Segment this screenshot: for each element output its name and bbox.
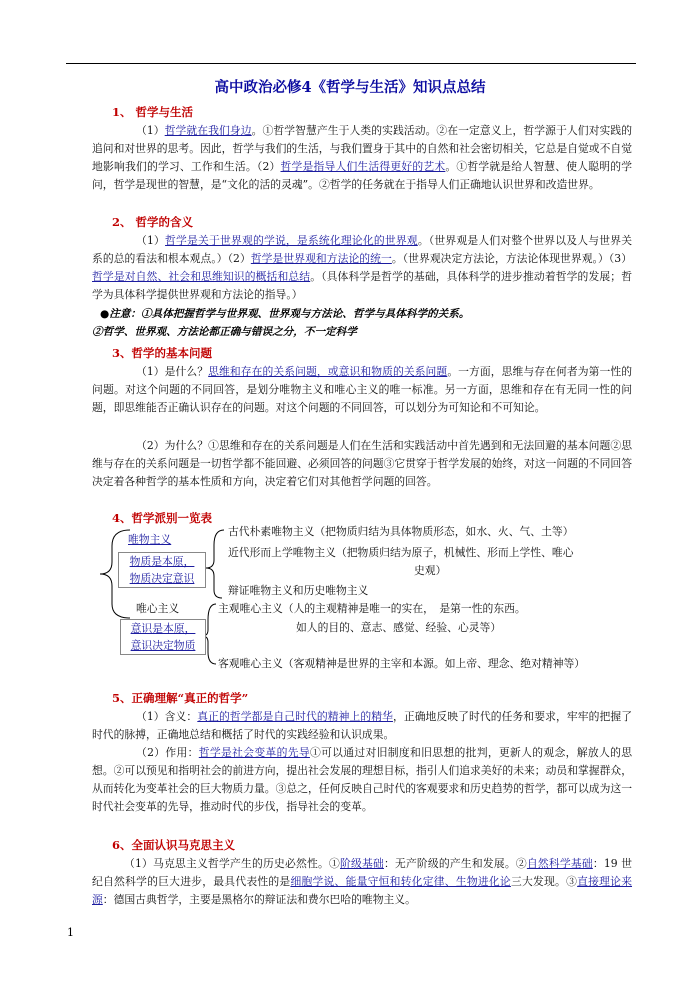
text: 。（具体科学是哲学的基础，具体科学的进步推动着哲学的发展；哲学为具体科学提供世界观和方法论的指导。） [92, 270, 632, 301]
box-line: 意识决定物质 [130, 639, 196, 652]
section-heading-2: 2、 哲学的含义 [112, 215, 194, 229]
dialectical-materialism: 辩证唯物主义和历史唯物主义 [228, 584, 369, 597]
key-point: 直接理论来源 [92, 875, 633, 906]
idealism-label: 唯心主义 [136, 602, 180, 615]
key-point: 自然科学基础 [526, 857, 593, 870]
key-point: 哲学是世界观和方法论的统一 [250, 252, 392, 265]
box-line: 物质决定意识 [129, 572, 195, 585]
text: （1）含义： [136, 710, 198, 723]
section-3-paragraph-2: （2）为什么？①思维和存在的关系问题是人们在生活和实践活动中首先遇到和无法回避的基本问题②思维与存在的关系问题是一切哲学都不能回避、必须回答的问题③它贯穿于哲学发展的始终，对这一问题的不同回答决定着各种哲学的基本性质和方向，决定着它们对其他哲学问题的回答。 [92, 439, 632, 488]
text: 。①哲学智慧产生于人类的实践活动。②在一定意义上，哲学源于人们对实践的追问和对世界的思考。因此，哲学与我们的生活，与我们置身于其中的自然和社会密切相关，它总是自觉或不自觉地影响我们的学习、工作和生活。（2） [92, 124, 633, 173]
objective-idealism: 客观唯心主义（客观精神是世界的主宰和本源。如上帝、理念、绝对精神等） [218, 657, 586, 670]
modern-materialism-continuation: 史观） [414, 564, 447, 577]
key-point: 哲学是指导人们生活得更好的艺术 [280, 160, 446, 173]
section-heading-1: 1、 哲学与生活 [112, 105, 194, 119]
section-5-paragraph-2 [92, 744, 632, 816]
text: （1）是什么？ [136, 365, 209, 378]
key-point: 真正的哲学都是自己时代的精神上的精华 [197, 710, 393, 723]
idealism-box [120, 619, 206, 655]
subjective-idealism-continuation: 如人的目的、意志、感觉、经验、心灵等） [296, 621, 502, 634]
subjective-idealism: 主观唯心主义（人的主观精神是唯一的实在， 是第一性的东西。 [218, 602, 526, 615]
page-number: 1 [67, 926, 74, 939]
ancient-materialism: 古代朴素唯物主义（把物质归结为具体物质形态，如水、火、气、土等） [228, 525, 574, 538]
section-heading-3: 3、哲学的基本问题 [112, 346, 213, 360]
text: （2）作用： [136, 746, 199, 759]
text: ：19 世纪自然科学的巨大进步，最具代表性的是 [92, 857, 633, 888]
text: 。①哲学就是给人智慧、使人聪明的学问，哲学是现世的智慧，是“文化的活的灵魂”。②哲学的任务就在于指导人们正确地认识世界和改造世界。 [92, 160, 633, 191]
key-point: 哲学就在我们身边 [164, 124, 252, 137]
text: 。一方面，思维与存在何者为第一性的问题。对这个问题的不同回答，是划分唯物主义和唯心主义的唯一标准。另一方面，思维和存在有无同一性的问题，即思维能否正确认识存在的问题。对这个问题的不同回答，可以划分为可知论和不可知论。 [92, 365, 633, 414]
text: ：德国古典哲学，主要是黑格尔的辩证法和费尔巴哈的唯物主义。 [102, 893, 416, 906]
text: 三大发现。③ [510, 875, 578, 888]
text: （1）马克思主义哲学产生的历史必然性。① [124, 857, 340, 870]
key-point: 哲学是关于世界观的学说，是系统化理论化的世界观 [165, 234, 418, 247]
materialism-box [118, 552, 206, 588]
text: ：无产阶级的产生和发展。② [383, 857, 527, 870]
key-point: 阶级基础 [339, 857, 384, 870]
modern-metaphysical-materialism: 近代形而上学唯物主义（把物质归结为原子，机械性、形而上学性、唯心 [228, 546, 574, 559]
materialism-label: 唯物主义 [128, 533, 172, 546]
text: （1） [136, 124, 165, 137]
box-line: 意识是本原， [130, 622, 196, 635]
box-line: 物质是本原， [129, 555, 195, 568]
section-heading-5: 5、正确理解“真正的哲学” [112, 691, 249, 705]
note-line-2: ②哲学、世界观、方法论都正确与错误之分，不一定科学 [92, 326, 357, 338]
key-point: 哲学是社会变革的先导 [198, 746, 310, 759]
key-point: 细胞学说、能量守恒和转化定律、生物进化论 [290, 875, 511, 888]
text: 。（世界观是人们对整个世界以及人与世界关系的总的看法和根本观点。）（2） [92, 234, 633, 265]
note-line-1: ●注意：①具体把握哲学与世界观、世界观与方法论、哲学与具体科学的关系。 [100, 308, 470, 320]
section-5-paragraph-1 [92, 708, 632, 744]
text: （1） [136, 234, 166, 247]
text: ，正确地反映了时代的任务和要求，牢牢的把握了时代的脉搏，正确地总结和概括了时代的实践经验和认识成果。 [92, 710, 633, 741]
section-heading-4: 4、哲学派别一览表 [112, 511, 213, 525]
section-6-paragraph [92, 855, 632, 909]
materialism-brace [206, 530, 224, 598]
section-heading-6: 6、全面认识马克思主义 [112, 838, 236, 852]
document-title: 高中政治必修4《哲学与生活》知识点总结 [214, 79, 486, 96]
text: 。（世界观决定方法论，方法论体现世界观。）（3） [391, 252, 632, 265]
text: ①可以通过对旧制度和旧思想的批判，更新人的观念，解放人的思想。②可以预见和指明社会的前进方向，提出社会发展的理想目标，指引人们追求美好的未来；动员和掌握群众，从而转化为变革社会的巨大物质力量。③总之，任何反映自己时代的客观要求和历史趋势的哲学，都可以成为这一时代社会变革的先导，推动时代的步伐，指导社会的变革。 [92, 746, 633, 813]
key-point: 思维和存在的关系问题，或意识和物质的关系问题 [208, 365, 448, 378]
key-point: 哲学是对自然、社会和思维知识的概括和总结 [92, 270, 311, 283]
